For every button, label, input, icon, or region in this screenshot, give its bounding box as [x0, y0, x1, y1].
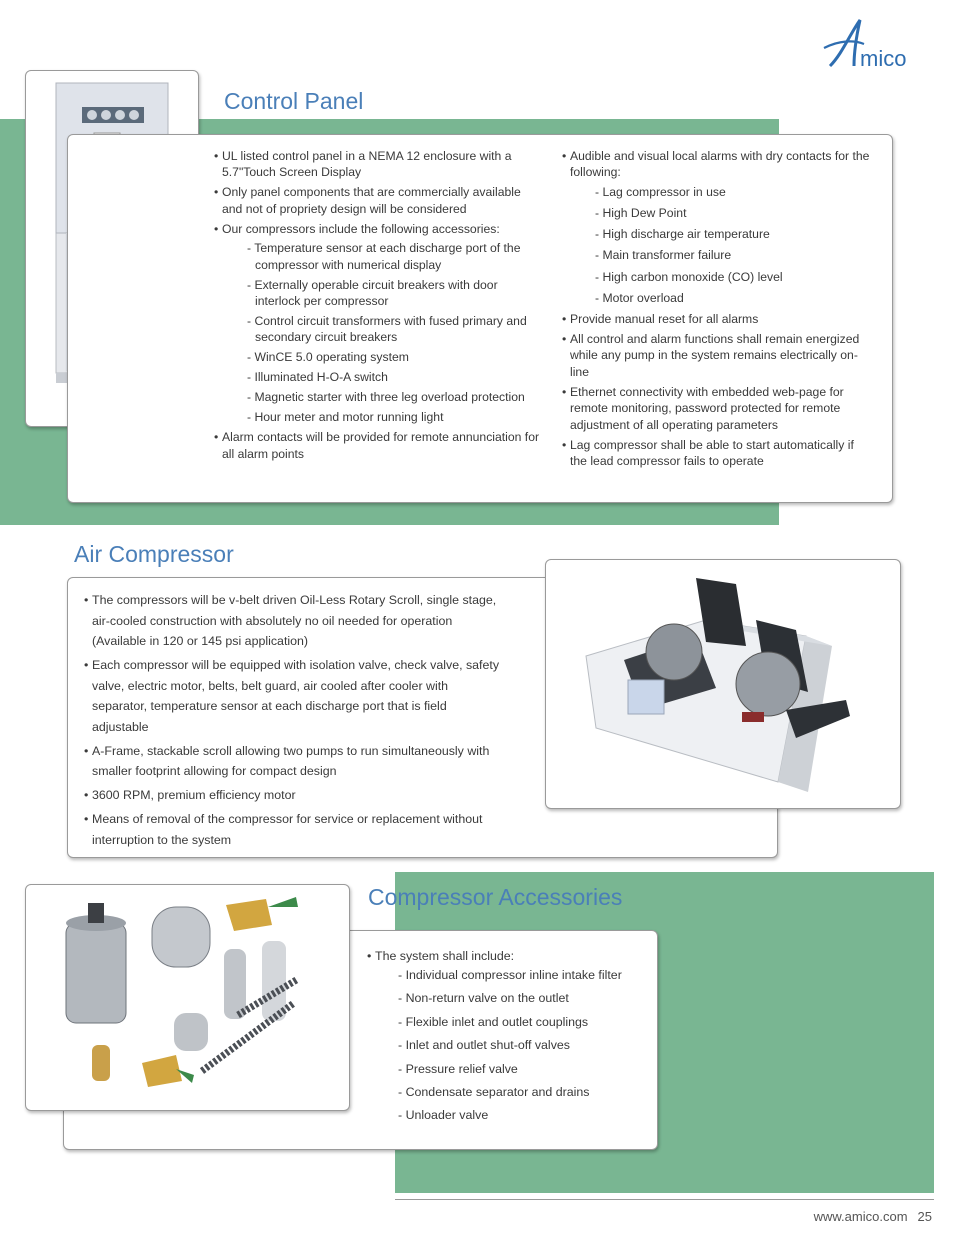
bullet-item	[562, 148, 872, 306]
bullet-text: Each compressor will be equipped with isolation valve, check valve, safety valve, electric motor, belts, belt guard, air cooled after cooler with separator, temperature sensor at each discharge port that is field adjustable	[92, 658, 500, 734]
page-number: 25	[917, 1209, 932, 1224]
bullet-item	[84, 809, 504, 850]
bullet-text: Audible and visual local alarms with dry contacts for the following:	[570, 149, 870, 180]
accessories-title: Compressor Accessories	[368, 884, 623, 910]
sub-list	[375, 967, 647, 1123]
bullet-text: A-Frame, stackable scroll allowing two pumps to run simultaneously with smaller footprint allowing for compact design	[92, 743, 490, 779]
bullet-item	[562, 311, 872, 327]
bullet-text: Alarm contacts will be provided for remote annunciation for all alarm points	[222, 430, 540, 461]
control-panel-list-left	[214, 148, 544, 466]
bullet-text: Only panel components that are commercially available and not of propriety design will be considered	[222, 185, 521, 216]
air-compressor-image	[546, 560, 900, 808]
sub-list-item: - Illuminated H-O-A switch	[222, 369, 544, 385]
air-compressor-list	[84, 590, 504, 854]
sub-list	[222, 240, 544, 426]
bullet-text: Means of removal of the compressor for service or replacement without interruption to the system	[92, 812, 483, 847]
sub-list-item: - Temperature sensor at each discharge port of the compressor with numerical display	[222, 240, 544, 273]
amico-logo	[820, 14, 932, 74]
footer	[814, 1209, 932, 1224]
bullet-text: Ethernet connectivity with embedded web-page for remote monitoring, password protected for remote adjustment of all operating parameters	[570, 384, 844, 432]
bullet-item	[214, 184, 544, 217]
accessories-image	[26, 885, 349, 1110]
accessories-image-card	[25, 884, 350, 1111]
bullet-item	[214, 148, 544, 181]
sub-list-item: - Main transformer failure	[570, 247, 872, 263]
sub-list-item: - WinCE 5.0 operating system	[222, 349, 544, 365]
control-panel-list-right	[562, 148, 872, 473]
sub-list-item: - Hour meter and motor running light	[222, 409, 544, 425]
bullet-text: All control and alarm functions shall remain energized while any pump in the system remains electrically on-line	[570, 332, 860, 379]
air-compressor-image-card	[545, 559, 901, 809]
bullet-item	[84, 785, 504, 806]
footer-rule	[395, 1199, 934, 1200]
bullet-item	[84, 655, 504, 737]
bullet-text: The system shall include:	[375, 949, 515, 963]
svg-text:mico: mico	[860, 46, 907, 71]
air-compressor-title: Air Compressor	[74, 541, 234, 567]
bullet-item	[214, 429, 544, 462]
sub-list-item: - High discharge air temperature	[570, 226, 872, 242]
bullet-text: Lag compressor shall be able to start automatically if the lead compressor fails to operate	[570, 437, 854, 469]
bullet-text: 3600 RPM, premium efficiency motor	[92, 788, 296, 803]
sub-list-item: - Individual compressor inline intake filter	[375, 967, 647, 983]
bullet-item	[367, 948, 647, 1123]
sub-list-item: - Non-return valve on the outlet	[375, 990, 647, 1006]
footer-url-link[interactable]: www.amico.com	[813, 1209, 908, 1224]
sub-list-item: - Condensate separator and drains	[375, 1084, 647, 1100]
bullet-text: Provide manual reset for all alarms	[570, 312, 759, 327]
bullet-text: The compressors will be v-belt driven Oil-Less Rotary Scroll, single stage, air-cooled construction with absolutely no oil needed for operation (Available in 120 or 145 psi application)	[92, 593, 497, 648]
bullet-text: UL listed control panel in a NEMA 12 enclosure with a 5.7"Touch Screen Display	[222, 149, 512, 180]
sub-list	[570, 184, 872, 306]
sub-list-item: - Unloader valve	[375, 1107, 647, 1123]
bullet-item	[84, 590, 504, 652]
sub-list-item: - High Dew Point	[570, 205, 872, 221]
bullet-text: Our compressors include the following accessories:	[222, 221, 500, 236]
control-panel-title: Control Panel	[224, 88, 364, 114]
bullet-item	[562, 437, 872, 470]
sub-list-item: - Pressure relief valve	[375, 1061, 647, 1077]
control-panel-text-card	[67, 134, 893, 503]
sub-list-item: - Motor overload	[570, 290, 872, 306]
sub-list-item: - High carbon monoxide (CO) level	[570, 269, 872, 285]
sub-list-item: - Inlet and outlet shut-off valves	[375, 1037, 647, 1053]
sub-list-item: - Flexible inlet and outlet couplings	[375, 1014, 647, 1030]
sub-list-item: - Lag compressor in use	[570, 184, 872, 200]
accessories-list	[367, 948, 647, 1131]
bullet-item	[84, 741, 504, 782]
sub-list-item: - Control circuit transformers with fused primary and secondary circuit breakers	[222, 313, 544, 346]
bullet-item	[214, 221, 544, 426]
bullet-item	[562, 384, 872, 433]
bullet-item	[562, 331, 872, 380]
sub-list-item: - Magnetic starter with three leg overload protection	[222, 389, 544, 405]
sub-list-item: - Externally operable circuit breakers with door interlock per compressor	[222, 277, 544, 310]
